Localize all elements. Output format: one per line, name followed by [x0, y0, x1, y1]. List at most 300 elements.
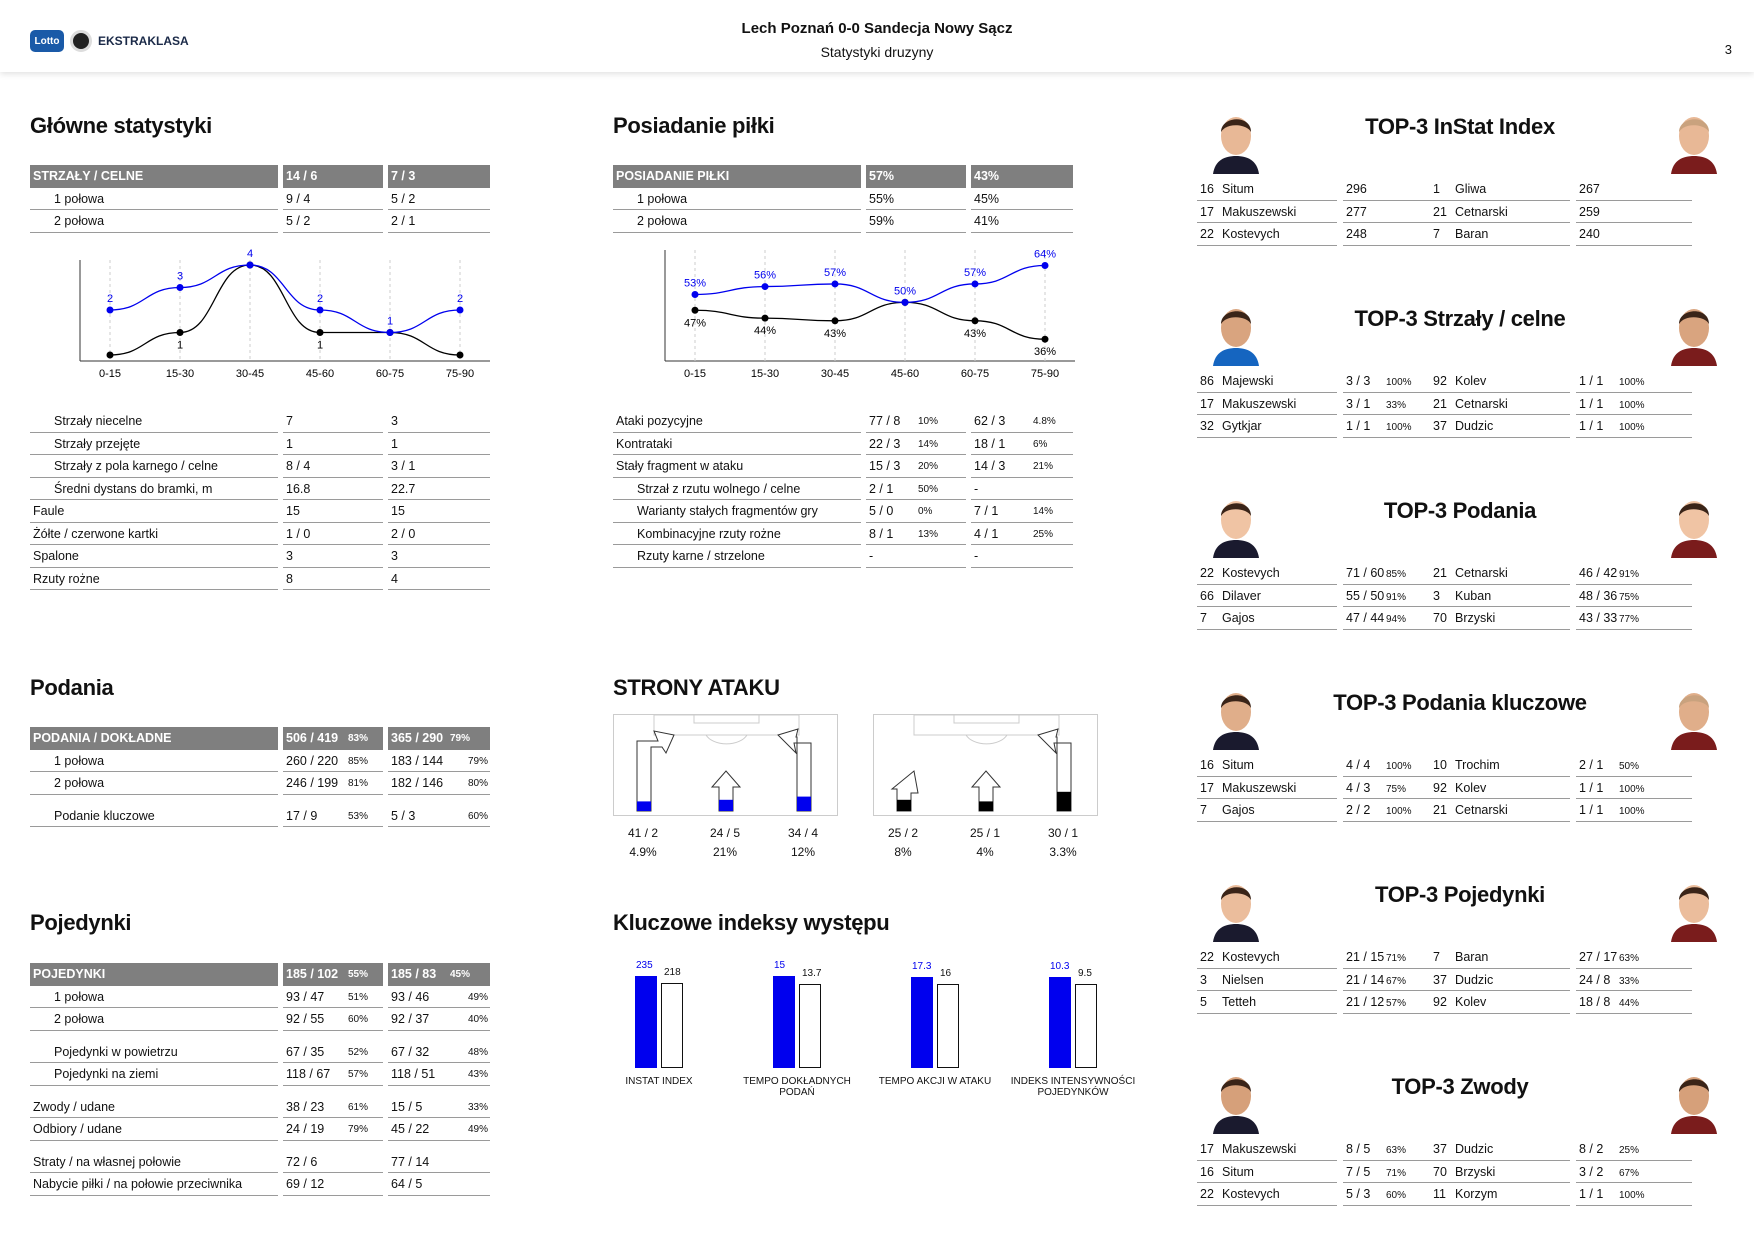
home-series-line — [695, 266, 1045, 303]
away-data-label: 43% — [963, 327, 987, 340]
home-pct: 0% — [918, 506, 933, 517]
row-label: 2 połowa — [30, 1008, 278, 1031]
player-name-cell — [1430, 1183, 1570, 1206]
player-number: 10 — [1433, 758, 1447, 772]
x-tick-label: 0-15 — [98, 368, 122, 380]
kpi-away-value: 16 — [940, 967, 952, 979]
kpi-home-bar — [1049, 977, 1071, 1068]
table-row — [30, 455, 515, 478]
player-pct: 75% — [1386, 783, 1407, 795]
player-value: 267 — [1579, 182, 1600, 196]
player-value: 21 / 12 — [1346, 995, 1385, 1009]
attack-value: 25 / 2 — [887, 826, 919, 840]
row-label: Straty / na własnej połowie — [30, 1151, 278, 1174]
player-value: 8 / 5 — [1346, 1142, 1371, 1156]
passes-table — [30, 727, 515, 827]
home-data-label: 64% — [1033, 248, 1057, 261]
away-value: 15 — [388, 500, 490, 523]
home-point — [457, 307, 464, 314]
player-value: 2 / 2 — [1346, 803, 1371, 817]
top-player-row — [1430, 562, 1692, 585]
player-name: Brzyski — [1455, 611, 1496, 625]
player-value: 47 / 44 — [1346, 611, 1385, 625]
x-tick-label: 75-90 — [1030, 368, 1060, 380]
player-number: 22 — [1200, 950, 1214, 964]
player-name-cell — [1197, 393, 1337, 416]
player-name-cell — [1197, 969, 1337, 992]
home-data-label: 56% — [753, 269, 777, 282]
top-player-row — [1197, 585, 1459, 608]
home-value: 1 — [283, 433, 383, 456]
home-pct: 81% — [348, 778, 369, 789]
away-pitch-drawing — [874, 715, 1099, 817]
x-tick-label: 60-75 — [960, 368, 990, 380]
away-value: 92 / 37 — [388, 1008, 490, 1031]
player-name: Makuszewski — [1222, 396, 1297, 411]
away-value: 2 / 0 — [388, 523, 490, 546]
away-value: 118 / 51 — [388, 1063, 490, 1086]
player-name-cell — [1197, 607, 1337, 630]
away-data-label: 1 — [316, 339, 324, 352]
table-row — [613, 410, 1098, 433]
player-value: 1 / 1 — [1346, 419, 1371, 433]
home-value: 69 / 12 — [283, 1173, 383, 1196]
duels-title: Pojedynki — [30, 910, 132, 935]
row-label: 1 połowa — [30, 986, 278, 1009]
row-label: Strzały z pola karnego / celne — [30, 455, 278, 478]
home-point — [107, 307, 114, 314]
player-value: 5 / 3 — [1346, 1187, 1371, 1201]
home-point — [972, 280, 979, 287]
row-label: Kombinacyjne rzuty rożne — [613, 523, 861, 546]
home-value: 67 / 35 — [283, 1041, 383, 1064]
away-point — [972, 317, 979, 324]
player-pct: 71% — [1386, 1167, 1407, 1179]
player-value: 7 / 5 — [1346, 1164, 1371, 1179]
table-row — [30, 1041, 515, 1064]
penalty-box — [914, 715, 1059, 735]
row-label: Kontrataki — [613, 433, 861, 456]
player-name: Brzyski — [1455, 1164, 1496, 1179]
player-name-cell — [1197, 370, 1337, 393]
player-value: 18 / 8 — [1579, 995, 1611, 1009]
table-row — [30, 188, 515, 211]
player-pct: 63% — [1386, 1145, 1407, 1156]
away-value: 3 / 1 — [388, 455, 490, 478]
player-pct: 100% — [1386, 377, 1412, 388]
player-name: Tetteh — [1222, 995, 1257, 1009]
away-point — [1042, 336, 1049, 343]
player-name: Cetnarski — [1455, 396, 1508, 411]
player-name: Situm — [1222, 182, 1254, 196]
player-value: 1 / 1 — [1579, 803, 1604, 817]
player-value-cell — [1576, 777, 1692, 800]
top-player-row — [1197, 969, 1459, 992]
top-player-row — [1430, 777, 1692, 800]
top-player-row — [1197, 607, 1459, 630]
home-value: 93 / 47 — [283, 986, 383, 1009]
player-name: Cetnarski — [1455, 204, 1508, 219]
header-away: 43% — [971, 165, 1073, 188]
home-player-avatar — [1207, 872, 1265, 942]
away-pct: 80% — [468, 778, 489, 789]
table-header-row — [613, 165, 1098, 188]
row-label: Pojedynki na ziemi — [30, 1063, 278, 1086]
player-number: 21 — [1433, 803, 1447, 817]
player-name-cell — [1197, 799, 1337, 822]
away-pct: 33% — [468, 1101, 489, 1113]
table-row — [30, 1151, 515, 1174]
player-pct: 57% — [1386, 998, 1407, 1009]
player-name: Majewski — [1222, 374, 1274, 388]
spacer — [30, 1141, 515, 1151]
home-value: 22 / 3 — [866, 433, 966, 456]
attack-fill — [797, 797, 811, 811]
away-value: 45% — [971, 188, 1073, 211]
top-player-row — [1197, 946, 1459, 969]
kpi-home-bar — [773, 976, 795, 1068]
player-value-cell — [1576, 1138, 1692, 1161]
row-label: 2 połowa — [613, 210, 861, 233]
player-pct: 100% — [1386, 422, 1412, 433]
possession-table — [613, 165, 1098, 233]
attack-value: 41 / 2 — [627, 826, 659, 840]
away-pct: 49% — [468, 1124, 489, 1135]
main-stats-details — [30, 410, 515, 590]
row-label: Rzuty rożne — [30, 568, 278, 591]
penalty-box — [654, 715, 799, 735]
home-pitch — [613, 714, 838, 816]
away-value: 62 / 3 — [971, 410, 1073, 433]
away-point — [107, 352, 114, 359]
player-name: Dilaver — [1222, 588, 1261, 603]
home-data-label: 53% — [683, 277, 707, 290]
attack-fill — [719, 800, 733, 811]
player-name-cell — [1197, 946, 1337, 969]
kpi-label: INDEKS INTENSYWNOŚCI POJEDYNKÓW — [1010, 1076, 1136, 1098]
row-label: Faule — [30, 500, 278, 523]
player-number: 32 — [1200, 419, 1214, 433]
player-pct: 50% — [1619, 761, 1640, 772]
player-name-cell — [1430, 1138, 1570, 1161]
table-row — [30, 500, 515, 523]
player-number: 21 — [1433, 396, 1447, 411]
attack-value: 34 / 4 — [787, 826, 819, 840]
top-player-row — [1430, 585, 1692, 608]
player-value: 1 / 1 — [1579, 396, 1604, 411]
top-title: TOP-3 Podania kluczowe — [1333, 690, 1587, 715]
away-player-avatar — [1665, 104, 1723, 174]
player-value-cell — [1576, 969, 1692, 992]
row-label: Zwody / udane — [30, 1096, 278, 1119]
player-pct: 63% — [1619, 953, 1640, 964]
player-name: Dudzic — [1455, 972, 1494, 987]
home-data-label: 2 — [106, 293, 114, 305]
goal-box — [954, 715, 1019, 723]
player-value: 4 / 4 — [1346, 758, 1371, 772]
away-pct: 79% — [468, 755, 489, 767]
away-point — [832, 317, 839, 324]
player-number: 92 — [1433, 780, 1447, 795]
home-value: 1 / 0 — [283, 523, 383, 546]
table-row — [30, 986, 515, 1009]
player-number: 37 — [1433, 419, 1447, 433]
player-name: Kostevych — [1222, 1187, 1280, 1201]
player-number: 16 — [1200, 182, 1214, 196]
row-label: Pojedynki w powietrzu — [30, 1041, 278, 1064]
player-value-cell — [1576, 607, 1692, 630]
possession-title: Posiadanie piłki — [613, 113, 775, 138]
main-stats-table — [30, 165, 515, 233]
top-player-row — [1197, 754, 1459, 777]
player-name: Kostevych — [1222, 566, 1280, 580]
top-player-row — [1197, 370, 1459, 393]
player-number: 21 — [1433, 566, 1447, 580]
away-pct: 60% — [468, 810, 489, 822]
attack-pct: 12% — [790, 845, 816, 859]
home-value: 8 / 1 — [866, 523, 966, 546]
attack-pct: 21% — [712, 845, 738, 859]
player-name: Baran — [1455, 227, 1489, 241]
header-label: STRZAŁY / CELNE — [30, 165, 278, 188]
top-player-row — [1197, 1138, 1459, 1161]
attack-sides-title: STRONY ATAKU — [613, 675, 780, 700]
kpi-panel — [600, 950, 1136, 1110]
away-value: - — [971, 478, 1073, 501]
home-player-avatar — [1207, 104, 1265, 174]
away-value: 45 / 22 — [388, 1118, 490, 1141]
header-home: 57% — [866, 165, 966, 188]
top-title: TOP-3 InStat Index — [1365, 114, 1555, 139]
match-title: Lech Poznań 0-0 Sandecja Nowy Sącz — [741, 20, 1013, 37]
duels-table — [30, 963, 515, 1196]
player-name: Situm — [1222, 1164, 1254, 1179]
player-pct: 67% — [1619, 1167, 1640, 1179]
player-number: 22 — [1200, 566, 1214, 580]
away-value: 7 / 1 — [971, 500, 1073, 523]
player-name-cell — [1430, 415, 1570, 438]
table-row — [30, 1008, 515, 1031]
player-name-cell — [1430, 1161, 1570, 1184]
home-data-label: 2 — [456, 293, 464, 305]
player-pct: 44% — [1619, 998, 1640, 1009]
row-label: Odbiory / udane — [30, 1118, 278, 1141]
home-player-avatar — [1207, 488, 1265, 558]
player-number: 3 — [1433, 588, 1440, 603]
home-pct: 53% — [348, 810, 369, 822]
player-name-cell — [1197, 562, 1337, 585]
away-player-avatar — [1665, 680, 1723, 750]
home-pct: 79% — [348, 1124, 369, 1135]
player-number: 16 — [1200, 1164, 1214, 1179]
top-player-row — [1197, 223, 1459, 246]
away-value: 15 / 5 — [388, 1096, 490, 1119]
away-data-label: 1 — [176, 339, 184, 352]
header-home: 185 / 102 — [283, 963, 383, 986]
header-away: 365 / 290 — [388, 727, 490, 750]
table-row — [30, 545, 515, 568]
away-pct: 43% — [468, 1069, 489, 1080]
player-value-cell — [1576, 1183, 1692, 1206]
home-pct: 57% — [348, 1069, 369, 1080]
player-number: 92 — [1433, 995, 1447, 1009]
player-name: Dudzic — [1455, 419, 1494, 433]
player-value: 27 / 17 — [1579, 950, 1618, 964]
top-player-row — [1430, 969, 1692, 992]
player-number: 16 — [1200, 758, 1214, 772]
player-value-cell — [1576, 1161, 1692, 1184]
x-tick-label: 0-15 — [683, 368, 707, 380]
away-value: 182 / 146 — [388, 772, 490, 795]
away-value: 3 — [388, 545, 490, 568]
player-pct: 60% — [1386, 1190, 1407, 1201]
away-player-avatar — [1665, 1064, 1723, 1134]
player-name-cell — [1430, 370, 1570, 393]
player-number: 22 — [1200, 1187, 1214, 1201]
player-value: 4 / 3 — [1346, 780, 1371, 795]
goal-box — [694, 715, 759, 723]
kpi-away-bar — [799, 984, 821, 1068]
home-player-avatar — [1207, 296, 1265, 366]
player-name: Korzym — [1455, 1187, 1498, 1201]
home-pct: 61% — [348, 1101, 369, 1113]
away-value: 1 — [388, 433, 490, 456]
player-name-cell — [1197, 1138, 1337, 1161]
away-value: 5 / 3 — [388, 805, 490, 828]
attack-pct: 4.9% — [629, 845, 657, 859]
row-label: Żółte / czerwone kartki — [30, 523, 278, 546]
player-number: 17 — [1200, 204, 1214, 219]
top-player-row — [1430, 1183, 1692, 1206]
lotto-logo: Lotto — [30, 30, 64, 52]
player-number: 70 — [1433, 611, 1447, 625]
top-player-row — [1197, 799, 1459, 822]
player-number: 66 — [1200, 588, 1214, 603]
row-label: Nabycie piłki / na połowie przeciwnika — [30, 1173, 278, 1196]
away-value: 93 / 46 — [388, 986, 490, 1009]
away-pct: 25% — [1033, 528, 1054, 540]
player-pct: 25% — [1619, 1145, 1640, 1156]
player-value: 3 / 3 — [1346, 374, 1371, 388]
player-name: Kolev — [1455, 374, 1487, 388]
player-value-cell — [1576, 178, 1692, 201]
row-label: Średni dystans do bramki, m — [30, 478, 278, 501]
header-home-pct: 83% — [348, 733, 369, 744]
header-label: POSIADANIE PIŁKI — [613, 165, 861, 188]
top-player-row — [1197, 562, 1459, 585]
main-stats-title: Główne statystyki — [30, 113, 212, 138]
top-player-row — [1197, 777, 1459, 800]
player-name-cell — [1197, 1183, 1337, 1206]
table-row — [613, 210, 1098, 233]
player-name-cell — [1430, 754, 1570, 777]
row-label: Warianty stałych fragmentów gry — [613, 500, 861, 523]
spacer — [30, 1031, 515, 1041]
player-number: 17 — [1200, 396, 1214, 411]
kpi-away-bar — [937, 984, 959, 1068]
player-value: 24 / 8 — [1579, 972, 1611, 987]
top-player-row — [1197, 415, 1459, 438]
top-player-row — [1430, 991, 1692, 1014]
player-name-cell — [1197, 223, 1337, 246]
home-pct: 14% — [918, 438, 939, 450]
player-value: 55 / 50 — [1346, 588, 1385, 603]
top-player-row — [1430, 799, 1692, 822]
row-label: 2 połowa — [30, 210, 278, 233]
player-value-cell — [1576, 201, 1692, 224]
row-label: Rzuty karne / strzelone — [613, 545, 861, 568]
home-value: 16.8 — [283, 478, 383, 501]
top-player-row — [1197, 1161, 1459, 1184]
kpi-away-bar — [1075, 984, 1097, 1068]
home-value: 8 / 4 — [283, 455, 383, 478]
x-tick-label: 15-30 — [165, 368, 195, 380]
top-player-row — [1430, 1161, 1692, 1184]
top-players-panel — [1195, 100, 1725, 1220]
away-point — [177, 329, 184, 336]
player-number: 86 — [1200, 374, 1214, 388]
kpi-away-value: 13.7 — [802, 968, 822, 980]
home-point — [762, 283, 769, 290]
table-row — [30, 523, 515, 546]
top-player-row — [1430, 201, 1692, 224]
away-pitch — [873, 714, 1098, 816]
player-name-cell — [1430, 585, 1570, 608]
player-name: Dudzic — [1455, 1142, 1494, 1156]
home-value: 3 — [283, 545, 383, 568]
player-name: Situm — [1222, 758, 1254, 772]
possession-chart — [613, 245, 1083, 405]
player-value: 21 / 15 — [1346, 950, 1385, 964]
player-name-cell — [1430, 223, 1570, 246]
home-point — [317, 307, 324, 314]
row-label: Ataki pozycyjne — [613, 410, 861, 433]
table-row — [30, 1096, 515, 1119]
player-name: Kostevych — [1222, 227, 1280, 241]
table-row — [30, 1063, 515, 1086]
player-value: 3 / 1 — [1346, 396, 1371, 411]
top-player-row — [1197, 1183, 1459, 1206]
table-header-row — [30, 727, 515, 750]
player-name-cell — [1430, 777, 1570, 800]
player-name: Makuszewski — [1222, 1142, 1297, 1156]
player-number: 7 — [1433, 950, 1440, 964]
table-row — [30, 1173, 515, 1196]
player-value: 1 / 1 — [1579, 419, 1604, 433]
header-away: 185 / 83 — [388, 963, 490, 986]
player-value: 2 / 1 — [1579, 758, 1604, 772]
player-name: Kolev — [1455, 780, 1487, 795]
home-pct: 85% — [348, 755, 369, 767]
home-data-label: 2 — [316, 293, 324, 305]
away-value: 5 / 2 — [388, 188, 490, 211]
kpi-away-value: 218 — [664, 966, 681, 978]
player-value-cell — [1576, 415, 1692, 438]
away-value: 77 / 14 — [388, 1151, 490, 1174]
home-value: - — [866, 545, 966, 568]
table-row — [30, 772, 515, 795]
home-value: 5 / 2 — [283, 210, 383, 233]
away-value: 3 — [388, 410, 490, 433]
player-pct: 100% — [1619, 377, 1645, 388]
away-series-line — [695, 302, 1045, 339]
away-value: 183 / 144 — [388, 750, 490, 773]
header-home: 14 / 6 — [283, 165, 383, 188]
player-pct: 100% — [1619, 806, 1645, 817]
page-subtitle: Statystyki druzyny — [820, 44, 934, 60]
top-player-row — [1430, 1138, 1692, 1161]
away-player-avatar — [1665, 872, 1723, 942]
